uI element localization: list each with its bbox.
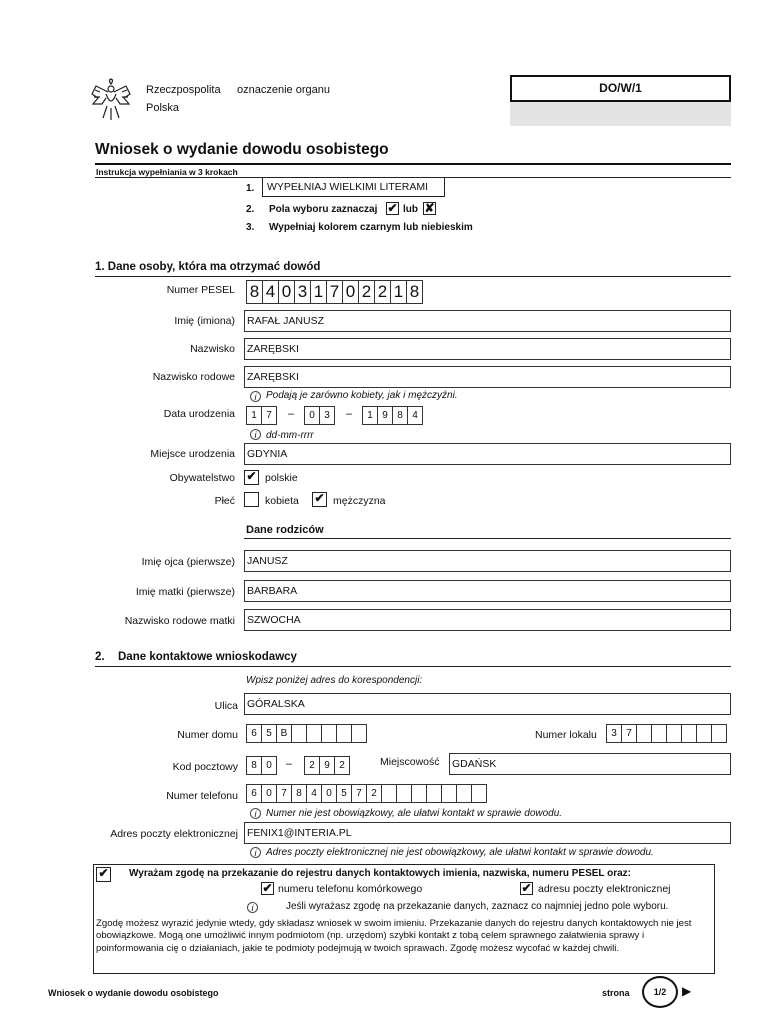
info-icon: i bbox=[250, 847, 261, 858]
step-1-num: 1. bbox=[246, 183, 255, 194]
date-separator: – bbox=[346, 408, 353, 420]
pesel-digit[interactable]: 8 bbox=[246, 280, 263, 304]
pesel-digit[interactable]: 4 bbox=[262, 280, 279, 304]
char-box[interactable]: 0 bbox=[261, 784, 277, 803]
char-box[interactable] bbox=[381, 784, 397, 803]
char-box[interactable]: 2 bbox=[304, 756, 320, 775]
postal-separator: – bbox=[286, 758, 293, 770]
citizenship-checkbox[interactable]: ✔ bbox=[244, 470, 259, 485]
citizenship-label: Obywatelstwo bbox=[169, 472, 235, 484]
form-code: DO/W/1 bbox=[510, 75, 731, 102]
page-title: Wniosek o wydanie dowodu osobistego bbox=[95, 141, 389, 158]
title-divider bbox=[95, 163, 731, 165]
date-digit[interactable]: 1 bbox=[362, 406, 378, 425]
char-box[interactable]: 7 bbox=[621, 724, 637, 743]
date-digit[interactable]: 7 bbox=[261, 406, 277, 425]
pesel-digit[interactable]: 2 bbox=[374, 280, 391, 304]
char-box[interactable]: 4 bbox=[306, 784, 322, 803]
birth-place-field[interactable]: GDYNIA bbox=[244, 443, 731, 465]
parents-heading: Dane rodziców bbox=[246, 524, 324, 536]
sex-male-label: mężczyzna bbox=[333, 495, 386, 507]
surname-field[interactable]: ZARĘBSKI bbox=[244, 338, 731, 360]
char-box[interactable] bbox=[336, 724, 352, 743]
flat-number-label: Numer lokalu bbox=[535, 729, 597, 741]
consent-email-label: adresu poczty elektronicznej bbox=[538, 883, 671, 895]
surname-label: Nazwisko bbox=[190, 343, 235, 355]
char-box[interactable]: 3 bbox=[606, 724, 622, 743]
char-box[interactable]: 0 bbox=[261, 756, 277, 775]
char-box[interactable] bbox=[666, 724, 682, 743]
date-digit[interactable]: 8 bbox=[392, 406, 408, 425]
char-box[interactable] bbox=[426, 784, 442, 803]
char-box[interactable] bbox=[651, 724, 667, 743]
country-name-line2: Polska bbox=[146, 102, 180, 114]
phone-input[interactable] bbox=[246, 784, 487, 803]
email-label: Adres poczty elektronicznej bbox=[110, 828, 238, 840]
footer-title: Wniosek o wydanie dowodu osobistego bbox=[48, 988, 219, 998]
mother-name-field[interactable]: BARBARA bbox=[244, 580, 731, 602]
parents-divider bbox=[244, 538, 731, 539]
instructions-heading: Instrukcja wypełniania w 3 krokach bbox=[96, 167, 238, 177]
sex-male-checkbox[interactable]: ✔ bbox=[312, 492, 327, 507]
father-name-label: Imię ojca (pierwsze) bbox=[141, 556, 235, 568]
pesel-digit[interactable]: 1 bbox=[310, 280, 327, 304]
postal-code-part1[interactable] bbox=[246, 756, 277, 775]
email-hint: Adres poczty elektronicznej nie jest obowiązkowy, ale ułatwi kontakt w sprawie dowodu. bbox=[266, 847, 654, 858]
house-number-input[interactable] bbox=[246, 724, 367, 743]
father-name-field[interactable]: JANUSZ bbox=[244, 550, 731, 572]
step-2-num: 2. bbox=[246, 204, 255, 215]
organ-label: oznaczenie organu bbox=[237, 84, 330, 96]
first-name-label: Imię (imiona) bbox=[174, 315, 235, 327]
consent-body: Zgodę możesz wyrazić jedynie wtedy, gdy składasz wniosek w swoim imieniu. Przekazanie danych do rejestru danych kontaktowych nie jest obowiązkowe. Mogą one umożliwić innym podmiotom (np. urzędom) szybki kontakt z tobą celem sprawnego załatwienia sprawy i poinformowania cię o działaniach, jakie te podmioty podejmują w twoich sprawach. Zgodę możesz wycofać w każdej chwili. bbox=[96, 918, 692, 954]
date-format-hint: dd-mm-rrrr bbox=[266, 430, 314, 441]
step-3-text: Wypełniaj kolorem czarnym lub niebieskim bbox=[269, 222, 473, 233]
consent-title: Wyrażam zgodę na przekazanie do rejestru danych kontaktowych imienia, nazwiska, numeru PESEL oraz: bbox=[129, 868, 632, 879]
char-box[interactable] bbox=[681, 724, 697, 743]
phone-hint: Numer nie jest obowiązkowy, ale ułatwi kontakt w sprawie dowodu. bbox=[266, 808, 563, 819]
info-icon: i bbox=[250, 429, 261, 440]
char-box[interactable] bbox=[396, 784, 412, 803]
char-box[interactable]: 8 bbox=[246, 756, 262, 775]
city-label: Miejscowość bbox=[380, 756, 440, 768]
section2-heading: Dane kontaktowe wnioskodawcy bbox=[118, 651, 297, 663]
pesel-digit[interactable]: 1 bbox=[390, 280, 407, 304]
char-box[interactable]: 0 bbox=[321, 784, 337, 803]
pesel-digit[interactable]: 7 bbox=[326, 280, 343, 304]
consent-phone-label: numeru telefonu komórkowego bbox=[278, 883, 423, 895]
char-box[interactable] bbox=[636, 724, 652, 743]
date-digit[interactable]: 1 bbox=[246, 406, 262, 425]
info-icon: i bbox=[247, 902, 258, 913]
first-name-field[interactable]: RAFAŁ JANUSZ bbox=[244, 310, 731, 332]
mother-maiden-label: Nazwisko rodowe matki bbox=[124, 615, 235, 627]
pesel-label: Numer PESEL bbox=[166, 284, 235, 296]
birth-place-label: Miejsce urodzenia bbox=[150, 448, 235, 460]
example-check-icon: ✔ bbox=[387, 201, 398, 215]
mother-maiden-field[interactable]: SZWOCHA bbox=[244, 609, 731, 631]
birth-date-label: Data urodzenia bbox=[163, 408, 235, 420]
char-box[interactable] bbox=[711, 724, 727, 743]
pesel-digit[interactable]: 8 bbox=[406, 280, 423, 304]
street-label: Ulica bbox=[214, 700, 238, 712]
date-digit[interactable]: 0 bbox=[304, 406, 320, 425]
step-2-text: Pola wyboru zaznaczaj bbox=[269, 204, 378, 215]
page-indicator: 1/2 bbox=[642, 976, 678, 1008]
maiden-hint: Podają je zarówno kobiety, jak i mężczyźni. bbox=[266, 390, 458, 401]
date-separator: – bbox=[288, 408, 295, 420]
char-box[interactable] bbox=[471, 784, 487, 803]
address-hint: Wpisz poniżej adres do korespondencji: bbox=[246, 675, 423, 686]
birth-month-input[interactable] bbox=[304, 406, 335, 425]
maiden-name-label: Nazwisko rodowe bbox=[152, 371, 235, 383]
pesel-input[interactable] bbox=[246, 280, 423, 304]
phone-label: Numer telefonu bbox=[166, 790, 238, 802]
date-digit[interactable]: 9 bbox=[377, 406, 393, 425]
example-cross-icon: ✘ bbox=[424, 201, 435, 215]
consent-email-checkbox[interactable]: ✔ bbox=[521, 881, 532, 895]
char-box[interactable] bbox=[696, 724, 712, 743]
street-field[interactable]: GÓRALSKA bbox=[244, 693, 731, 715]
postal-code-part2[interactable] bbox=[304, 756, 350, 775]
consent-hint: Jeśli wyrażasz zgodę na przekazanie danych, zaznacz co najmniej jedno pole wyboru. bbox=[286, 901, 669, 912]
char-box[interactable]: 6 bbox=[246, 784, 262, 803]
date-digit[interactable]: 3 bbox=[319, 406, 335, 425]
citizenship-value: polskie bbox=[265, 472, 298, 484]
country-name-line1: Rzeczpospolita bbox=[146, 84, 221, 96]
char-box[interactable]: 5 bbox=[336, 784, 352, 803]
page-label: strona bbox=[602, 988, 630, 998]
sex-female-label: kobieta bbox=[265, 495, 299, 507]
info-icon: i bbox=[250, 391, 261, 402]
eagle-emblem-icon bbox=[90, 78, 132, 122]
step-2-or: lub bbox=[403, 204, 418, 215]
char-box[interactable]: 5 bbox=[261, 724, 277, 743]
step-3-num: 3. bbox=[246, 222, 255, 233]
section2-divider bbox=[95, 666, 731, 667]
char-box[interactable] bbox=[291, 724, 307, 743]
postal-code-label: Kod pocztowy bbox=[172, 761, 238, 773]
email-field[interactable]: FENIX1@INTERIA.PL bbox=[244, 822, 731, 844]
char-box[interactable] bbox=[351, 724, 367, 743]
char-box[interactable]: 8 bbox=[291, 784, 307, 803]
pesel-digit[interactable]: 3 bbox=[294, 280, 311, 304]
char-box[interactable]: B bbox=[276, 724, 292, 743]
sex-label: Płeć bbox=[214, 495, 235, 507]
section2-num: 2. bbox=[95, 651, 105, 663]
char-box[interactable]: 7 bbox=[351, 784, 367, 803]
char-box[interactable] bbox=[306, 724, 322, 743]
section1-heading: 1. Dane osoby, która ma otrzymać dowód bbox=[95, 261, 321, 273]
char-box[interactable]: 7 bbox=[276, 784, 292, 803]
maiden-name-field[interactable]: ZARĘBSKI bbox=[244, 366, 731, 388]
section1-divider bbox=[95, 276, 731, 277]
char-box[interactable]: 9 bbox=[319, 756, 335, 775]
birth-day-input[interactable] bbox=[246, 406, 277, 425]
consent-phone-checkbox[interactable]: ✔ bbox=[262, 881, 273, 895]
city-field[interactable]: GDAŃSK bbox=[449, 753, 731, 775]
step-1-text: WYPEŁNIAJ WIELKIMI LITERAMI bbox=[262, 177, 445, 197]
sex-female-checkbox[interactable] bbox=[244, 492, 259, 507]
pesel-digit[interactable]: 2 bbox=[358, 280, 375, 304]
char-box[interactable]: 6 bbox=[246, 724, 262, 743]
birth-year-input[interactable] bbox=[362, 406, 423, 425]
pesel-digit[interactable]: 0 bbox=[278, 280, 295, 304]
char-box[interactable] bbox=[411, 784, 427, 803]
info-icon: i bbox=[250, 808, 261, 819]
char-box[interactable]: 2 bbox=[334, 756, 350, 775]
consent-checkbox[interactable]: ✔ bbox=[96, 867, 111, 882]
flat-number-input[interactable] bbox=[606, 724, 727, 743]
date-digit[interactable]: 4 bbox=[407, 406, 423, 425]
house-number-label: Numer domu bbox=[177, 729, 238, 741]
char-box[interactable] bbox=[441, 784, 457, 803]
char-box[interactable] bbox=[456, 784, 472, 803]
char-box[interactable]: 2 bbox=[366, 784, 382, 803]
char-box[interactable] bbox=[321, 724, 337, 743]
mother-name-label: Imię matki (pierwsze) bbox=[135, 586, 235, 598]
next-page-icon[interactable]: ▶ bbox=[682, 984, 692, 998]
pesel-digit[interactable]: 0 bbox=[342, 280, 359, 304]
